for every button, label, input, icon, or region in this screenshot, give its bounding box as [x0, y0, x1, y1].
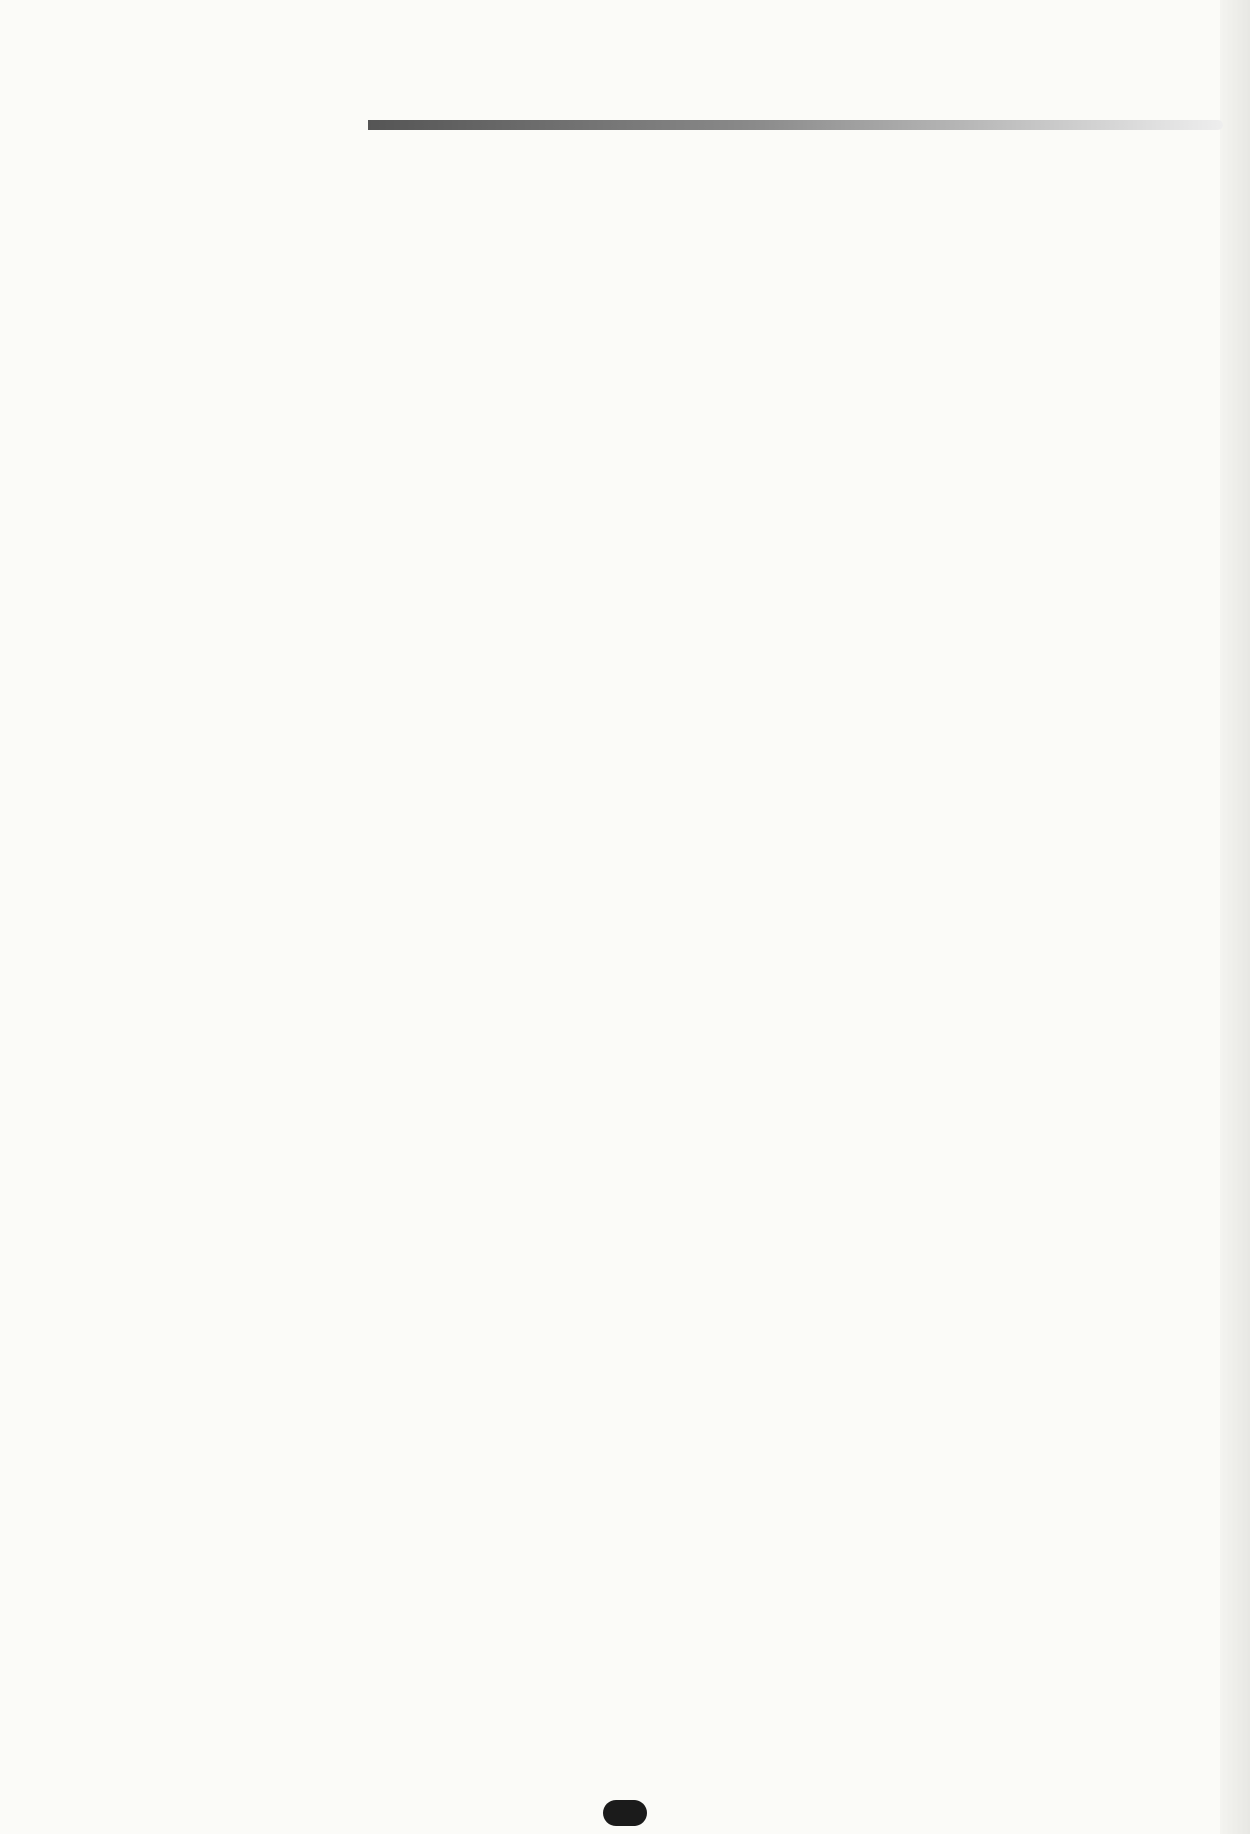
page-number [603, 1800, 647, 1826]
page-content [133, 168, 1175, 216]
header-bar [368, 120, 1223, 130]
page-edge [1220, 0, 1250, 1834]
star-decoration-icon [60, 14, 390, 124]
